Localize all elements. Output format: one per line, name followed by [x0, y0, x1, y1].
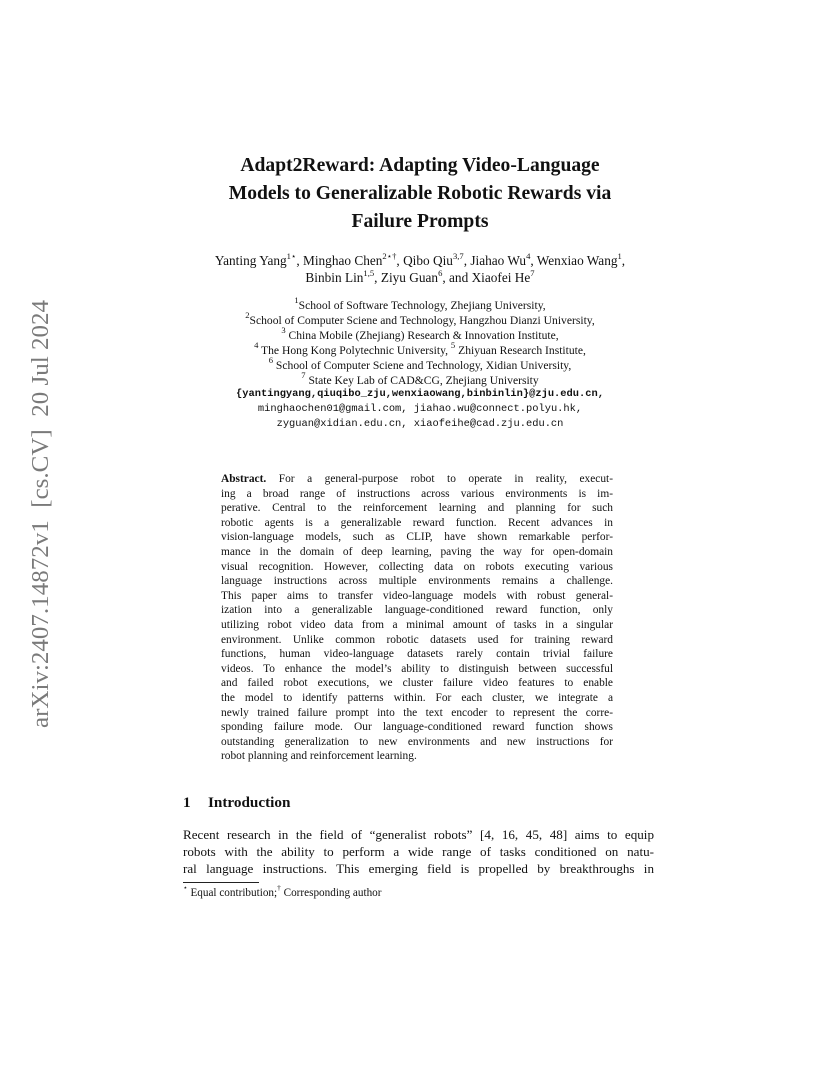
author-separator: ,: [530, 253, 537, 268]
abstract-line: ing a broad range of instructions across various environments is im-: [221, 487, 613, 500]
author-sup: 1⋆: [286, 250, 297, 261]
abstract-heading: Abstract.: [221, 473, 267, 485]
affiliation-sup: 6: [268, 355, 274, 366]
arxiv-stamp: [14, 298, 66, 730]
affiliation-text: China Mobile (Zhejiang) Research & Innovation Institute,: [285, 329, 559, 342]
affiliation-sup: 3: [281, 325, 286, 336]
email-line[interactable]: minghaochen01@gmail.com, jiahao.wu@connect.polyu.hk,: [257, 403, 583, 415]
abstract-line: videos. To enhance the model’s ability to distinguish between successful: [221, 662, 613, 675]
author-name: Ziyu Guan: [380, 270, 439, 285]
footnote-text: Corresponding author: [280, 887, 382, 899]
abstract-line: outstanding generalization to new environments and new instructions for: [221, 735, 613, 748]
email-line[interactable]: {yantingyang,qiuqibo_zju,wenxiaowang,binbinlin}@zju.edu.cn,: [236, 388, 604, 400]
author-sup: 3,7: [452, 250, 464, 261]
affiliation-text: Zhiyuan Research Institute,: [455, 344, 586, 357]
author-line: [140, 269, 700, 286]
affiliation-sup: 1: [294, 295, 299, 306]
author-sup: 4: [526, 250, 531, 261]
affiliation-sup: 5: [450, 340, 456, 351]
author-name: Qibo Qiu: [403, 253, 453, 268]
author-sup: 6: [438, 267, 443, 278]
section-heading: [183, 794, 290, 812]
author-name: Xiaofei He: [471, 270, 531, 285]
author-name: Wenxiao Wang: [536, 253, 618, 268]
abstract-line: functions, human video-language datasets rarely contain trivial failure: [221, 648, 613, 661]
footnote-rule: [183, 882, 259, 883]
author-and: and: [449, 270, 472, 285]
author-separator: ,: [374, 270, 381, 285]
title-line: Models to Generalizable Robotic Rewards via: [228, 183, 612, 204]
author-separator: ,: [296, 253, 304, 268]
section-title: Introduction: [208, 794, 291, 811]
abstract-line: robotic agents is a generalizable reward function. Recent advances in: [221, 516, 613, 529]
author-sup: 1: [617, 250, 622, 261]
abstract-line: language instructions across multiple environments remains a challenge.: [221, 575, 613, 588]
intro-line: robots with the ability to perform a wide range of tasks conditioned on natu-: [183, 844, 654, 859]
abstract-text: For a general-purpose robot to operate in reality, execut-: [266, 473, 613, 485]
author-list: [140, 252, 700, 286]
abstract-line: This paper aims to transfer video-language models with robust general-: [221, 589, 613, 602]
affiliation: [140, 370, 700, 388]
affiliation-text: The Hong Kong Polytechnic University,: [258, 344, 451, 357]
abstract-line: newly trained failure prompt into the text encoder to represent the corre-: [221, 706, 613, 719]
abstract-line: robot planning and reinforcement learning.: [221, 750, 417, 763]
abstract-line: and failed robot executions, we cluster failure video features to enable: [221, 677, 613, 690]
paper-title: [140, 152, 700, 236]
author-line: [140, 252, 700, 269]
title-line: Failure Prompts: [351, 211, 489, 232]
arxiv-identifier: arXiv:2407.14872v1 [cs.CV] 20 Jul 2024: [27, 308, 54, 728]
intro-line: ral language instructions. This emerging field is propelled by breakthroughs in: [183, 861, 654, 876]
footnote-text: Equal contribution;: [187, 887, 278, 899]
affiliation-list: [140, 295, 700, 388]
section-number: 1: [183, 794, 191, 811]
abstract-line: the model to identify patterns within. For each cluster, we integrate a: [221, 691, 613, 704]
intro-paragraph: [183, 826, 654, 877]
intro-line: Recent research in the field of “generalist robots” [4, 16, 45, 48] aims to equip: [183, 827, 654, 842]
abstract-line: ization into a generalizable language-conditioned reward function, only: [221, 604, 613, 617]
abstract-line: visual recognition. However, collecting data on robots executing various: [221, 560, 613, 573]
title-line: Adapt2Reward: Adapting Video-Language: [240, 155, 600, 176]
abstract-line: mance in the domain of deep learning, paving the way for open-domain: [221, 545, 613, 558]
author-sup: 2⋆†: [382, 250, 397, 261]
affiliation-sup: 2: [245, 310, 250, 321]
affiliation-text: School of Computer Sciene and Technology, Xidian University,: [273, 359, 572, 372]
email-list: [140, 387, 700, 432]
affiliation-text: School of Computer Sciene and Technology, Hangzhou Dianzi University,: [249, 314, 595, 327]
author-separator: ,: [621, 253, 626, 268]
author-name: Binbin Lin: [305, 270, 364, 285]
footnote: [183, 883, 382, 900]
author-sup: 1,5: [363, 267, 375, 278]
affiliation: [140, 340, 700, 358]
abstract-line: utilizing robot video data from a minimal amount of tasks in a singular: [221, 618, 613, 631]
affiliation-sup: 7: [301, 370, 306, 381]
author-separator: ,: [463, 253, 471, 268]
affiliation: [140, 295, 700, 313]
affiliation-text: School of Software Technology, Zhejiang University,: [298, 299, 546, 312]
author-name: Minghao Chen: [303, 253, 383, 268]
email-line[interactable]: zyguan@xidian.edu.cn, xiaofeihe@cad.zju.edu.cn: [276, 418, 564, 430]
abstract-line: sponding failure mode. Our language-conditioned reward function shows: [221, 721, 613, 734]
author-name: Yanting Yang: [214, 253, 287, 268]
affiliation-text: State Key Lab of CAD&CG, Zhejiang University: [305, 374, 539, 387]
author-separator: ,: [396, 253, 404, 268]
affiliation: [140, 355, 700, 373]
abstract: [221, 472, 613, 764]
abstract-line: vision-language models, such as CLIP, have shown remarkable perfor-: [221, 531, 613, 544]
abstract-line: perative. Central to the reinforcement learning and planning for such: [221, 502, 613, 515]
footnote-mark: †: [277, 883, 281, 893]
affiliation: [140, 325, 700, 343]
affiliation-sup: 4: [254, 340, 259, 351]
author-separator: ,: [442, 270, 450, 285]
author-name: Jiahao Wu: [470, 253, 527, 268]
footnote-mark: ⋆: [183, 883, 188, 893]
author-sup: 7: [530, 267, 535, 278]
abstract-line: [221, 472, 613, 487]
affiliation: [140, 310, 700, 328]
abstract-line: environment. Unlike common robotic datasets used for training reward: [221, 633, 613, 646]
